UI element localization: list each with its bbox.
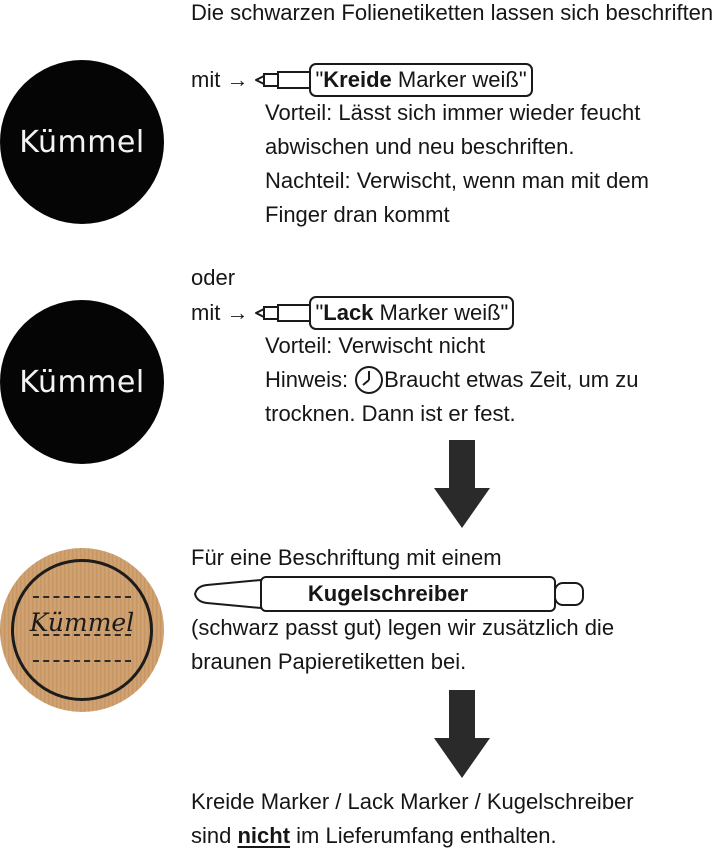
footer-line1: Kreide Marker / Lack Marker / Kugelschreiber (191, 789, 634, 814)
chalk-advantage-line2: abwischen und neu beschriften. (265, 134, 575, 159)
marker-tip-icon (254, 68, 310, 92)
lack-marker-row (191, 296, 514, 330)
down-arrow-icon (432, 690, 492, 778)
mit-arrow-text: mit → (191, 300, 249, 325)
chalk-marker-row (191, 63, 533, 97)
pen-intro-text: Für eine Beschriftung mit einem (191, 545, 502, 570)
hint-text: Braucht etwas Zeit, um zu (384, 367, 639, 392)
dashed-line (33, 634, 131, 636)
footer-emphasis-nicht: nicht (237, 823, 291, 848)
oder-text: oder (191, 265, 236, 290)
marker-name-rest: Marker weiß (373, 300, 501, 325)
marker-tip-icon (254, 301, 310, 325)
marker-name-bold: Kreide (323, 67, 392, 92)
chalk-disadvantage-line2: Finger dran kommt (265, 202, 450, 227)
black-label-sticker-chalk (0, 60, 164, 224)
marker-name-rest: Marker weiß (391, 67, 519, 92)
lack-marker-label (309, 296, 514, 330)
quote-close: " (518, 67, 527, 92)
ballpoint-pen-graphic (193, 574, 585, 614)
quote-open: " (315, 67, 324, 92)
hint-label: Hinweis: (265, 367, 349, 392)
quote-open: " (315, 300, 324, 325)
footer-text-before: sind (191, 823, 238, 848)
kraft-paper-label-sticker (0, 548, 164, 712)
clock-icon (354, 365, 384, 395)
lack-hint-line2: trocknen. Dann ist er fest. (265, 401, 516, 426)
footer-line2 (191, 820, 557, 852)
dashed-line (33, 596, 131, 598)
pen-line2: braunen Papieretiketten bei. (191, 649, 467, 674)
sticker-script-text: Kümmel (29, 608, 135, 637)
mit-arrow-text: mit → (191, 67, 249, 92)
marker-name-bold: Lack (323, 300, 374, 325)
chalk-advantage-line1: Vorteil: Lässt sich immer wieder feucht (265, 100, 641, 125)
sticker-text: Kümmel (19, 124, 145, 160)
pen-label: Kugelschreiber (307, 581, 469, 606)
footer-text-after: im Lieferumfang enthalten. (290, 823, 557, 848)
chalk-disadvantage-line1: Nachteil: Verwischt, wenn man mit dem (265, 168, 649, 193)
quote-close: " (500, 300, 509, 325)
dashed-line (33, 660, 131, 662)
sticker-text: Kümmel (19, 364, 145, 400)
black-label-sticker-lacquer (0, 300, 164, 464)
lack-hint-line1 (265, 364, 638, 396)
lack-advantage: Vorteil: Verwischt nicht (265, 333, 486, 358)
down-arrow-icon (432, 440, 492, 528)
chalk-marker-label (309, 63, 532, 97)
intro-text: Die schwarzen Folienetiketten lassen sich beschriften (191, 0, 714, 25)
pen-line1: (schwarz passt gut) legen wir zusätzlich die (191, 615, 615, 640)
